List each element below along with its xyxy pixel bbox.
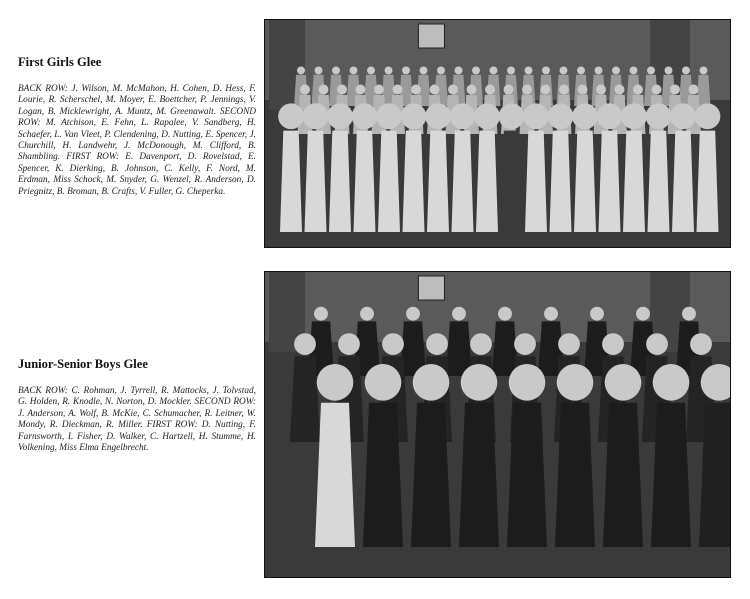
figure (427, 131, 449, 232)
face (360, 307, 374, 321)
face (665, 66, 673, 74)
face (317, 364, 354, 401)
figure (525, 131, 547, 232)
figure (411, 403, 451, 547)
face (544, 307, 558, 321)
face (278, 103, 304, 129)
figure (550, 131, 572, 232)
face (452, 307, 466, 321)
front-row-member (459, 364, 499, 547)
face (558, 333, 580, 355)
face (630, 66, 638, 74)
front-row-member (315, 364, 355, 547)
boys-glee-caption (18, 357, 256, 454)
face (470, 333, 492, 355)
face (411, 85, 421, 95)
front-row-member (603, 364, 643, 547)
face (690, 333, 712, 355)
face (485, 85, 495, 95)
face (294, 333, 316, 355)
figure (672, 131, 694, 232)
figure (574, 131, 596, 232)
face (401, 103, 427, 129)
face (507, 66, 515, 74)
face (300, 85, 310, 95)
boys-glee-roster: BACK ROW: C. Rohman, J. Tyrrell, R. Mattocks, J. Tolvstad, G. Holden, R. Knodle, N. Norton, D. Mockler. SECOND ROW: J. Anderson, A. Wolf, B. McKie, C. Schumacher, R. Leitner, W. Mondy, R. Dieckman, R. Miller. FIRST ROW: D. Nutting, F. Farnsworth, I. Fisher, D. Walker, C. Hartzell, H. Stumme, H. Volkening, Miss Elma Engelbrecht. (18, 386, 256, 454)
face (430, 85, 440, 95)
face (385, 66, 393, 74)
figure (623, 131, 645, 232)
face (695, 103, 721, 129)
figure (290, 356, 320, 442)
front-row-member (651, 364, 691, 547)
figure (697, 131, 719, 232)
face (548, 103, 574, 129)
face (426, 333, 448, 355)
face (633, 85, 643, 95)
face (596, 85, 606, 95)
figure (305, 131, 327, 232)
face (612, 66, 620, 74)
front-row-member (411, 364, 451, 547)
face (437, 66, 445, 74)
front-row-member (363, 364, 403, 547)
face (315, 66, 323, 74)
face (615, 85, 625, 95)
front-row-member (699, 364, 730, 547)
face (560, 66, 568, 74)
figure (459, 403, 499, 547)
face (474, 103, 500, 129)
face (621, 103, 647, 129)
face (559, 85, 569, 95)
figure (363, 403, 403, 547)
face (498, 307, 512, 321)
face (356, 85, 366, 95)
face (542, 66, 550, 74)
face (523, 103, 549, 129)
figure (476, 131, 498, 232)
girls-glee-roster: BACK ROW: J. Wilson, M. McMahon, H. Cohen, D. Hess, F. Lourie, R. Scherschel, M. Moyer, E. Boettcher, P. Jennings, V. Logan, B. Micklewright, A. Muntz, M. Greenawalt. SECOND ROW: M. Atchison, E. Fehn, L. Rapalee, V. Sandberg, H. Schaefer, L. Van Vleet, P. Clendening, D. Nutting, E. Spencer, J. Churchill, H. Landwehr, J. McDonough, M. Clifford, B. Shambling. FIRST ROW: E. Davenport, D. Rovelstad, E. Spencer, K. Dierking, B. Johnson, C. Kelly, F. Nord, M. Erdman, Miss Schock, M. Snyder, G. Wenzel, R. Anderson, D. Priegnitz, B. Broman, B. Crafts, V. Fuller, G. Cheperka. (18, 84, 256, 197)
face (646, 103, 672, 129)
figure (329, 131, 351, 232)
face (314, 307, 328, 321)
face (365, 364, 402, 401)
face (646, 333, 668, 355)
face (572, 103, 598, 129)
face (682, 66, 690, 74)
face (636, 307, 650, 321)
figure (501, 131, 523, 232)
face (350, 66, 358, 74)
face (514, 333, 536, 355)
face (376, 103, 402, 129)
face (541, 85, 551, 95)
face (522, 85, 532, 95)
girls-glee-title: First Girls Glee (18, 55, 102, 69)
figure (452, 131, 474, 232)
face (647, 66, 655, 74)
boys-glee-title: Junior-Senior Boys Glee (18, 357, 148, 371)
face (590, 307, 604, 321)
figure (354, 131, 376, 232)
face (337, 85, 347, 95)
face (406, 307, 420, 321)
face (577, 66, 585, 74)
face (509, 364, 546, 401)
face (504, 85, 514, 95)
figure (648, 131, 670, 232)
face (472, 66, 480, 74)
girls-glee-caption (18, 55, 256, 198)
face (402, 66, 410, 74)
face (689, 85, 699, 95)
boys-glee-photo (264, 271, 731, 578)
face (595, 66, 603, 74)
face (557, 364, 594, 401)
face (382, 333, 404, 355)
girls-glee-photo-art (265, 20, 730, 247)
figure (403, 131, 425, 232)
figure (603, 403, 643, 547)
figure (315, 403, 355, 547)
face (352, 103, 378, 129)
face (413, 364, 450, 401)
face (327, 103, 353, 129)
face (490, 66, 498, 74)
face (652, 85, 662, 95)
face (420, 66, 428, 74)
boys-glee-photo-art (265, 272, 730, 577)
face (297, 66, 305, 74)
face (700, 66, 708, 74)
face (525, 66, 533, 74)
face (602, 333, 624, 355)
face (578, 85, 588, 95)
face (367, 66, 375, 74)
front-row-member (507, 364, 547, 547)
face (597, 103, 623, 129)
face (303, 103, 329, 129)
wall-picture (418, 24, 444, 48)
face (653, 364, 690, 401)
face (393, 85, 403, 95)
face (425, 103, 451, 129)
figure (280, 131, 302, 232)
front-row-member (555, 364, 595, 547)
face (670, 103, 696, 129)
face (467, 85, 477, 95)
face (682, 307, 696, 321)
face (338, 333, 360, 355)
face (605, 364, 642, 401)
face (670, 85, 680, 95)
figure (555, 403, 595, 547)
face (319, 85, 329, 95)
figure (378, 131, 400, 232)
figure (651, 403, 691, 547)
face (450, 103, 476, 129)
face (332, 66, 340, 74)
face (461, 364, 498, 401)
face (448, 85, 458, 95)
face (455, 66, 463, 74)
girls-glee-photo (264, 19, 731, 248)
figure (599, 131, 621, 232)
wall-picture (418, 276, 444, 300)
face (499, 103, 525, 129)
figure (507, 403, 547, 547)
face (374, 85, 384, 95)
